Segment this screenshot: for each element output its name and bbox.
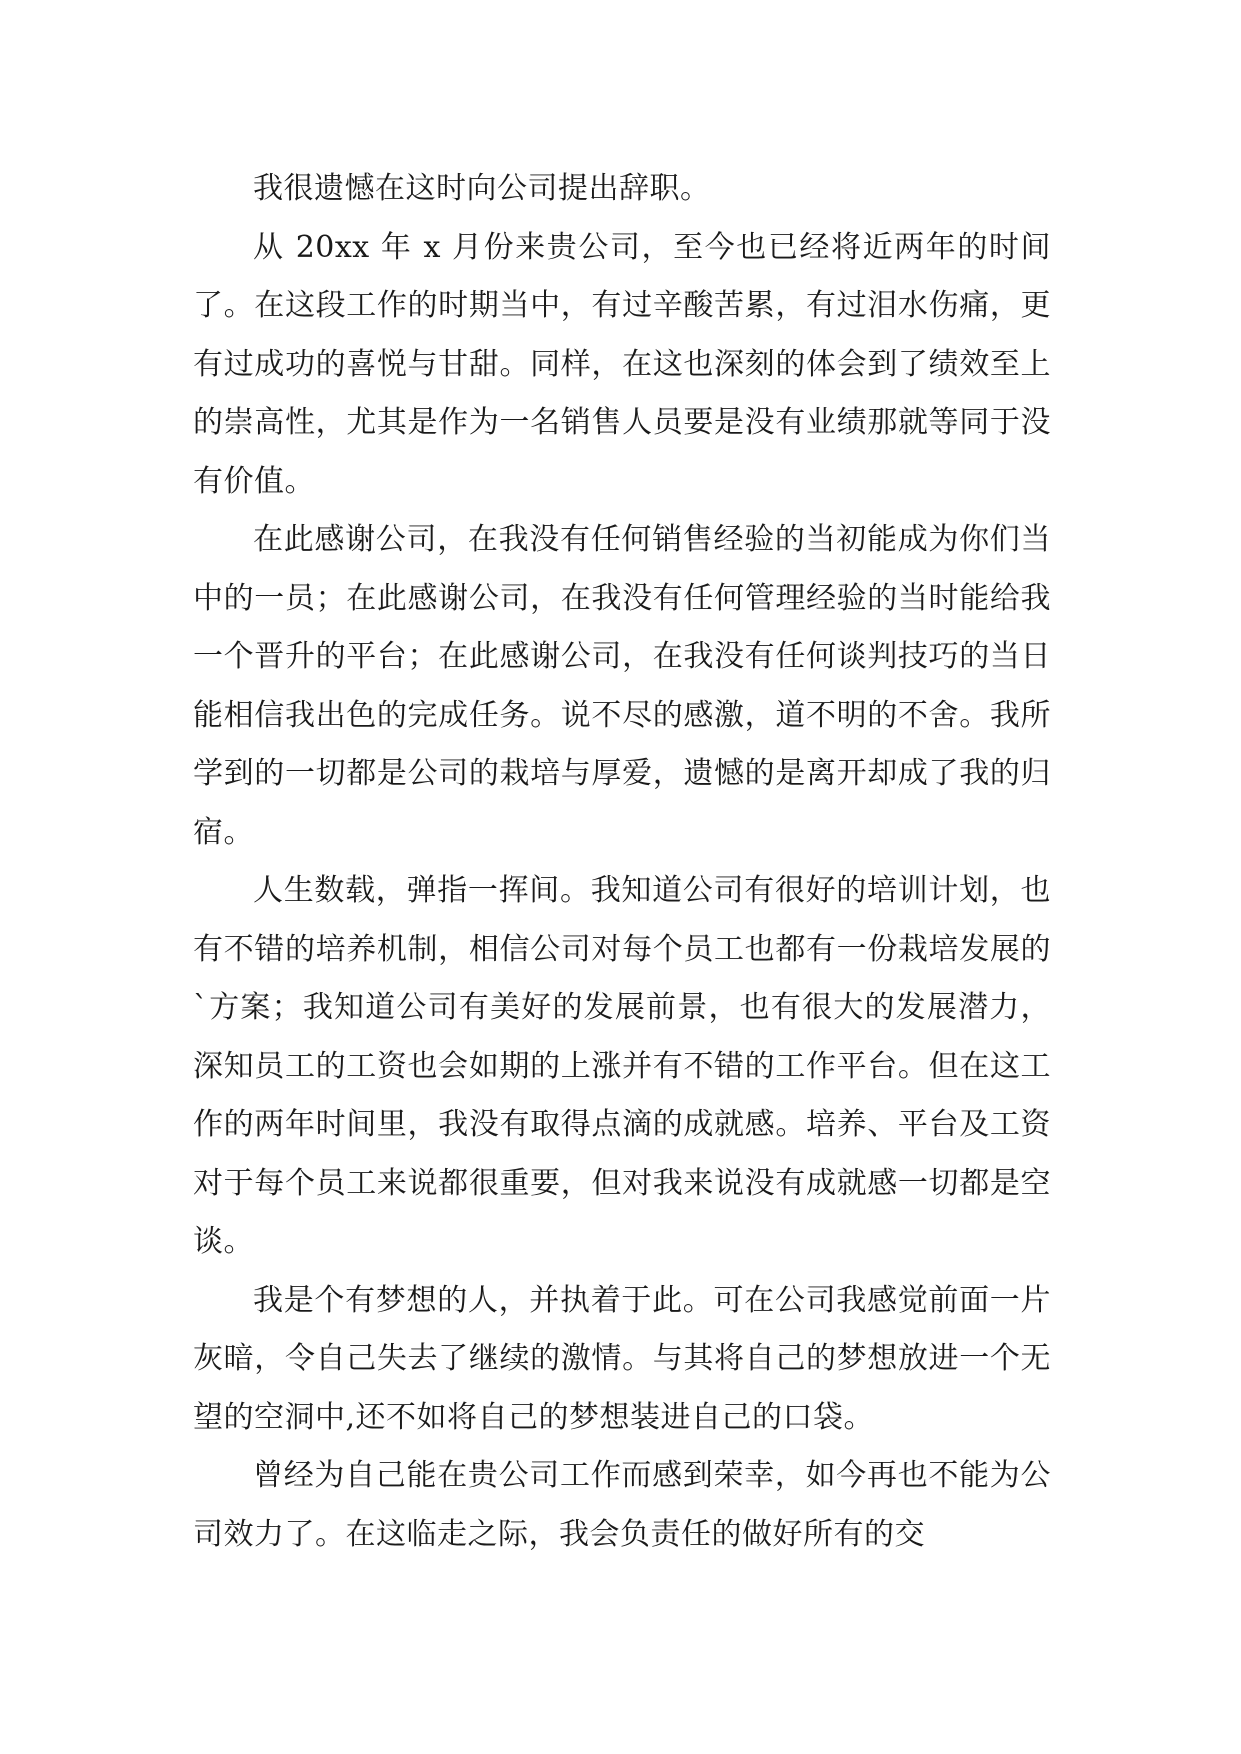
paragraph-6: 曾经为自己能在贵公司工作而感到荣幸，如今再也不能为公司效力了。在这临走之际，我会负责任的做好所有的交: [193, 1458, 1051, 1552]
paragraph-5: 我是个有梦想的人，并执着于此。可在公司我感觉前面一片灰暗，令自己失去了继续的激情。与其将自己的梦想放进一个无望的空洞中,还不如将自己的梦想装进自己的口袋。: [193, 1282, 1051, 1435]
letter-body: [193, 160, 1051, 1564]
paragraph-3: 在此感谢公司，在我没有任何销售经验的当初能成为你们当中的一员；在此感谢公司，在我没有任何管理经验的当时能给我一个晋升的平台；在此感谢公司，在我没有任何谈判技巧的当日能相信我出色的完成任务。说不尽的感激，道不明的不舍。我所学到的一切都是公司的栽培与厚爱，遗憾的是离开却成了我的归宿。: [193, 522, 1051, 850]
paragraph-2: 从 20xx 年 x 月份来贵公司，至今也已经将近两年的时间了。在这段工作的时期当中，有过辛酸苦累，有过泪水伤痛，更有过成功的喜悦与甘甜。同样，在这也深刻的体会到了绩效至上的崇高性，尤其是作为一名销售人员要是没有业绩那就等同于没有价值。: [193, 229, 1051, 499]
paragraph-1: 我很遗憾在这时向公司提出辞职。: [253, 171, 711, 206]
paragraph-4: 人生数载，弹指一挥间。我知道公司有很好的培训计划，也有不错的培养机制，相信公司对每个员工也都有一份栽培发展的`方案；我知道公司有美好的发展前景，也有很大的发展潜力，深知员工的工资也会如期的上涨并有不错的工作平台。但在这工作的两年时间里，我没有取得点滴的成就感。培养、平台及工资对于每个员工来说都很重要，但对我来说没有成就感一切都是空谈。: [193, 873, 1051, 1259]
